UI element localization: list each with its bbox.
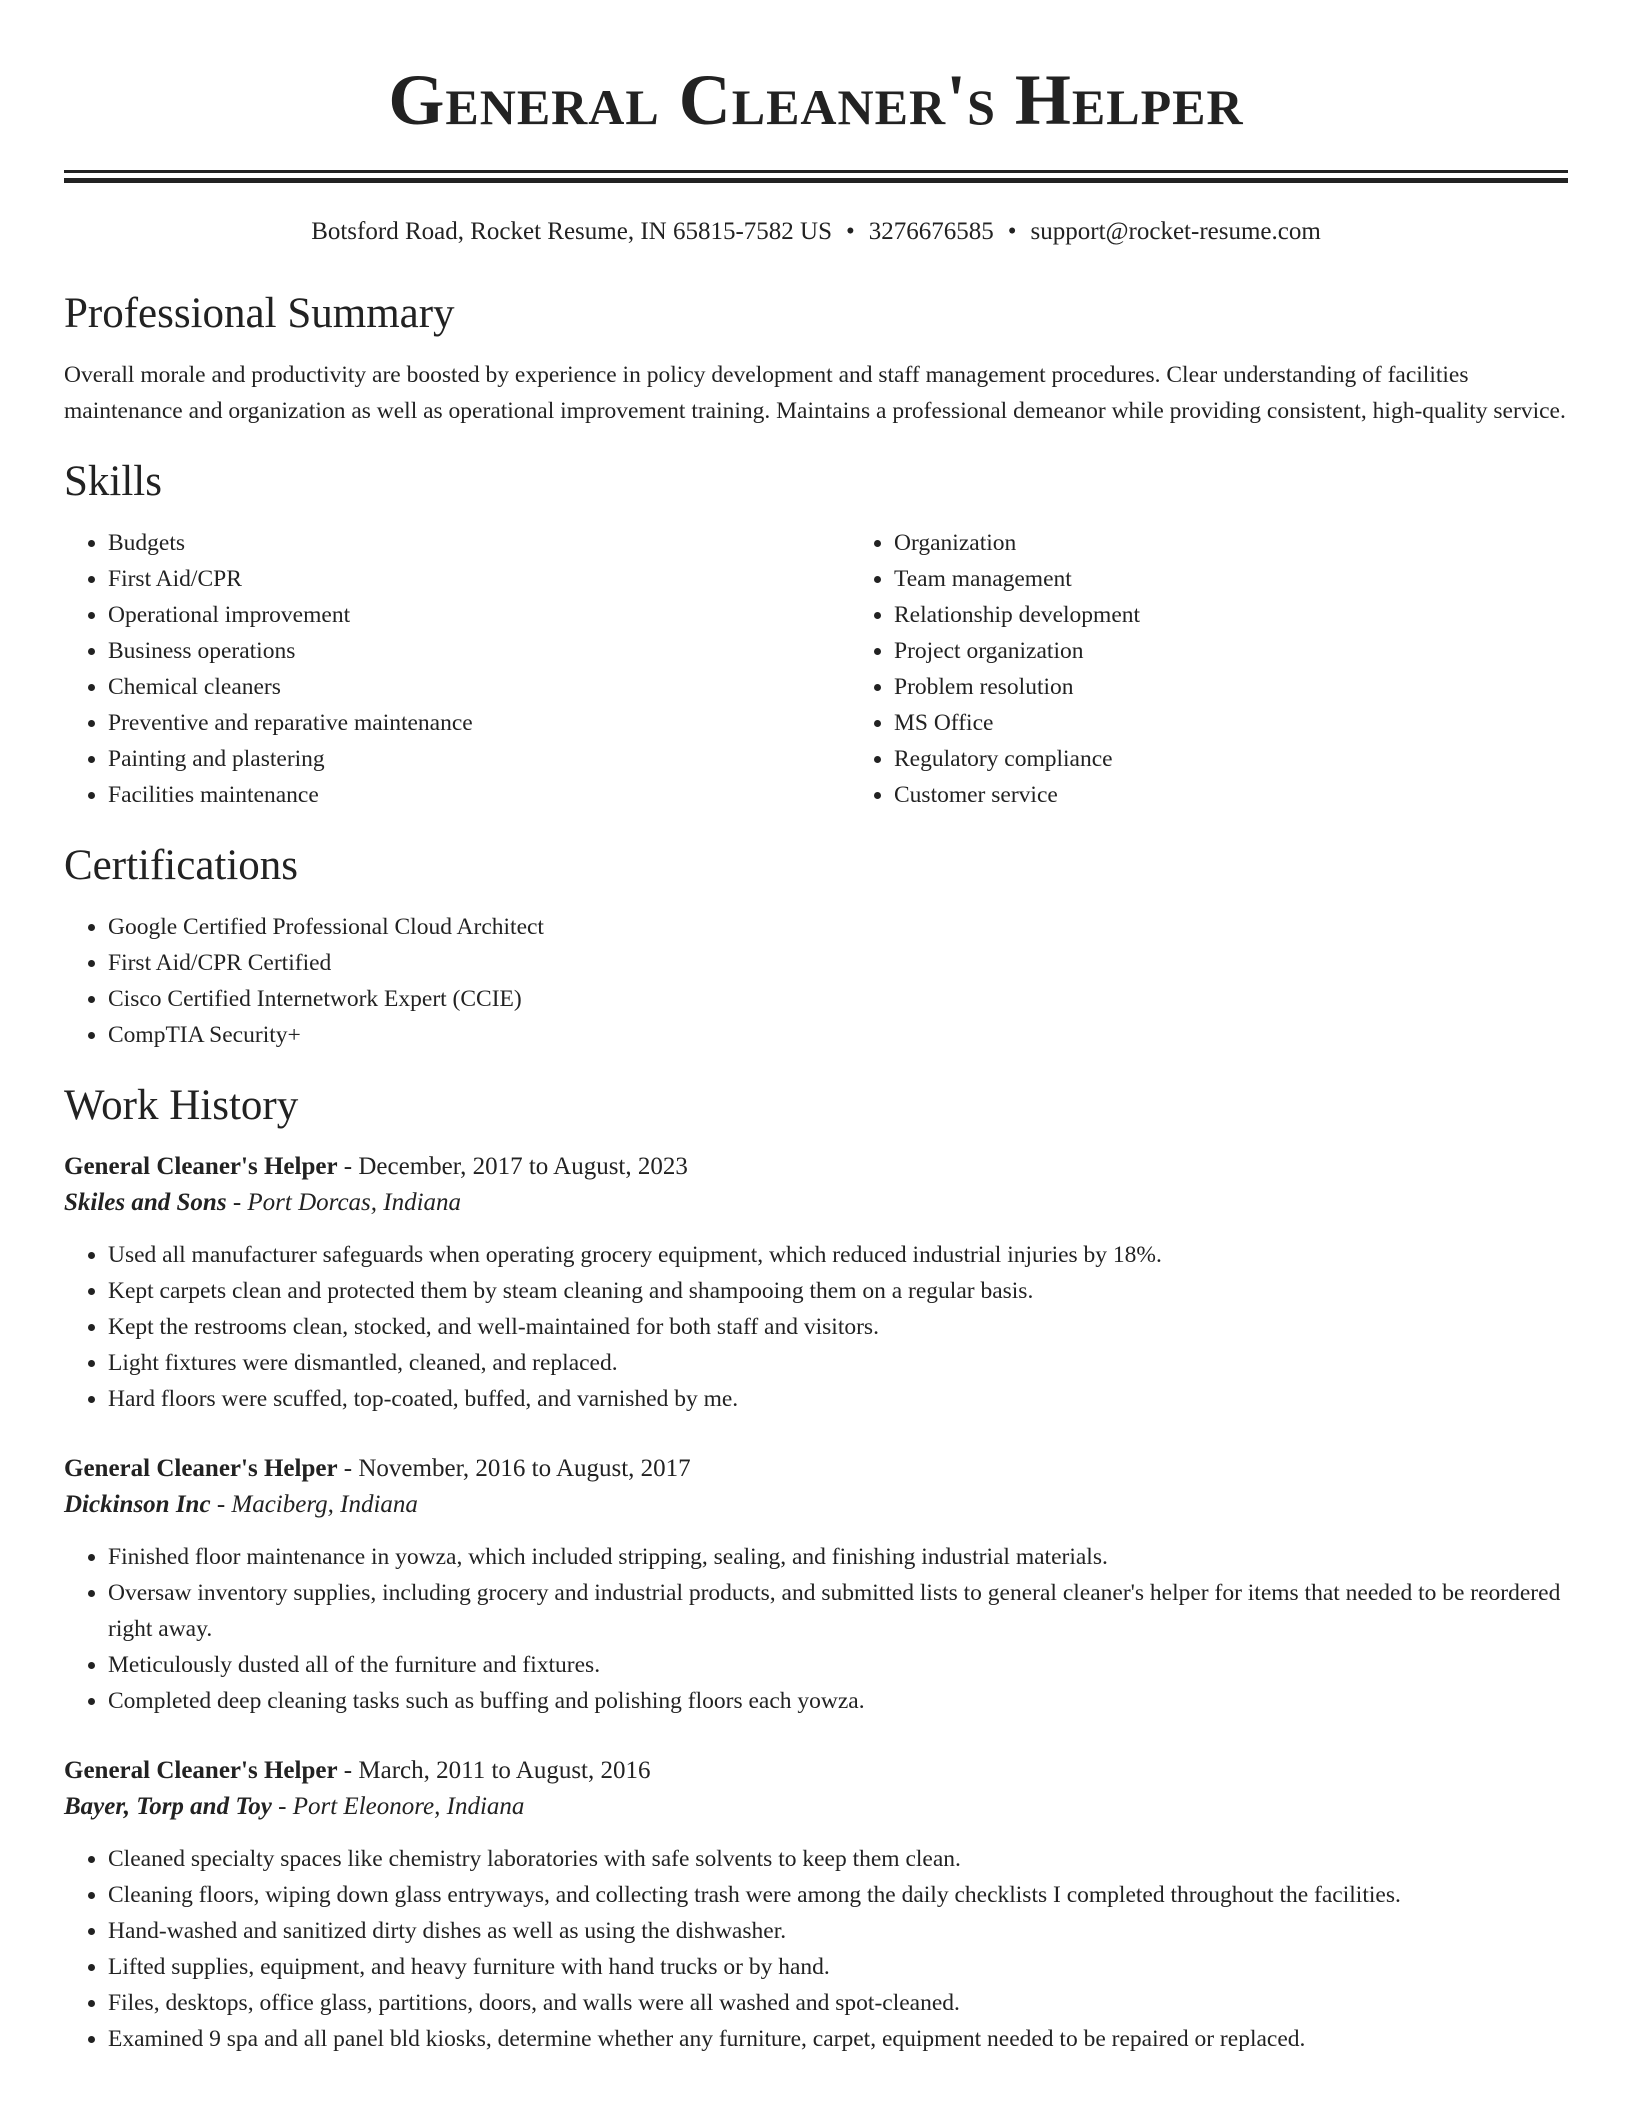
job-company: Skiles and Sons	[64, 1189, 227, 1216]
job-bullet: • Kept carpets clean and protected them by steam cleaning and shampooing them on a regular basis.	[108, 1273, 1568, 1309]
job-entry	[64, 1149, 1568, 1417]
job-bullet: • Meticulously dusted all of the furniture and fixtures.	[108, 1647, 1568, 1683]
resume-name: General Cleaner's Helper	[388, 60, 1244, 140]
dash-separator: -	[216, 1491, 226, 1518]
certifications-list	[64, 909, 1568, 1053]
skill-item: • Operational improvement	[108, 597, 850, 633]
dash-separator: -	[343, 1153, 353, 1180]
dash-separator: -	[232, 1189, 242, 1216]
dash-separator: -	[343, 1455, 353, 1482]
certification-item: • Cisco Certified Internetwork Expert (CCIE)	[108, 981, 1568, 1017]
skills-heading: Skills	[64, 458, 162, 505]
job-title: General Cleaner's Helper	[64, 1757, 338, 1784]
job-title-line	[64, 1149, 1568, 1185]
job-bullet: • Kept the restrooms clean, stocked, and well-maintained for both staff and visitors.	[108, 1309, 1568, 1345]
certifications-heading: Certifications	[64, 842, 299, 889]
job-bullet: • Used all manufacturer safeguards when operating grocery equipment, which reduced industrial injuries by 18%.	[108, 1237, 1568, 1273]
skills-column-left	[64, 525, 850, 813]
job-bullet: • Lifted supplies, equipment, and heavy furniture with hand trucks or by hand.	[108, 1949, 1568, 1985]
skill-item: • Project organization	[894, 633, 1140, 669]
job-bullets	[64, 1841, 1568, 2057]
skill-item: • First Aid/CPR	[108, 561, 850, 597]
job-bullet: • Hand-washed and sanitized dirty dishes as well as using the dishwasher.	[108, 1913, 1568, 1949]
summary-text: Overall morale and productivity are boosted by experience in policy development and staff management procedures. Clear understanding of facilities maintenance and organization as well as operational improvement training. Maintains a professional demeanor while providing consistent, high-quality service.	[64, 362, 1566, 424]
job-title: General Cleaner's Helper	[64, 1455, 338, 1482]
job-bullet: • Hard floors were scuffed, top-coated, buffed, and varnished by me.	[108, 1381, 1568, 1417]
job-entry	[64, 1451, 1568, 1719]
job-bullet: • Files, desktops, office glass, partitions, doors, and walls were all washed and spot-cleaned.	[108, 1985, 1568, 2021]
job-bullet: • Examined 9 spa and all panel bld kiosks, determine whether any furniture, carpet, equipment needed to be repaired or replaced.	[108, 2021, 1568, 2057]
skill-item: • Budgets	[108, 525, 850, 561]
contact-phone: 3276676585	[868, 218, 994, 245]
dash-separator: -	[278, 1793, 287, 1820]
job-company: Dickinson Inc	[64, 1491, 211, 1518]
job-bullet: • Completed deep cleaning tasks such as buffing and polishing floors each yowza.	[108, 1683, 1568, 1719]
header-rule-bottom	[64, 178, 1568, 183]
certification-item: • CompTIA Security+	[108, 1017, 1568, 1053]
job-dates: December, 2017 to August, 2023	[358, 1153, 688, 1180]
contact-address: Botsford Road, Rocket Resume, IN 65815-7582 US	[311, 218, 832, 245]
certification-item: • Google Certified Professional Cloud Architect	[108, 909, 1568, 945]
job-bullets	[64, 1237, 1568, 1417]
skills-column-right	[850, 525, 1140, 813]
job-entry	[64, 1753, 1568, 2057]
skill-item: • Relationship development	[894, 597, 1140, 633]
skill-item: • Painting and plastering	[108, 741, 850, 777]
job-bullet: • Finished floor maintenance in yowza, which included stripping, sealing, and finishing industrial materials.	[108, 1539, 1568, 1575]
skill-item: • Facilities maintenance	[108, 777, 850, 813]
job-company-line	[64, 1185, 1568, 1221]
job-bullet: • Cleaning floors, wiping down glass entryways, and collecting trash were among the daily checklists I completed throughout the facilities.	[108, 1877, 1568, 1913]
skills-list	[64, 525, 1568, 813]
job-company: Bayer, Torp and Toy	[64, 1793, 272, 1820]
skill-item: • Organization	[894, 525, 1140, 561]
contact-line	[64, 217, 1568, 247]
job-bullet: • Light fixtures were dismantled, cleaned, and replaced.	[108, 1345, 1568, 1381]
job-title-line	[64, 1451, 1568, 1487]
job-dates: November, 2016 to August, 2017	[358, 1455, 691, 1482]
skill-item: • Customer service	[894, 777, 1140, 813]
skill-item: • Problem resolution	[894, 669, 1140, 705]
job-company-line	[64, 1789, 1568, 1825]
job-title-line	[64, 1753, 1568, 1789]
job-location: Port Dorcas, Indiana	[247, 1189, 462, 1216]
skill-item: • Regulatory compliance	[894, 741, 1140, 777]
job-bullet: • Oversaw inventory supplies, including grocery and industrial products, and submitted lists to general cleaner's helper for items that needed to be reordered right away.	[108, 1575, 1568, 1647]
certification-item: • First Aid/CPR Certified	[108, 945, 1568, 981]
dash-separator: -	[343, 1757, 353, 1784]
job-bullet: • Cleaned specialty spaces like chemistry laboratories with safe solvents to keep them clean.	[108, 1841, 1568, 1877]
skill-item: • Preventive and reparative maintenance	[108, 705, 850, 741]
skill-item: • Team management	[894, 561, 1140, 597]
skill-item: • Chemical cleaners	[108, 669, 850, 705]
job-bullets	[64, 1539, 1568, 1719]
job-title: General Cleaner's Helper	[64, 1153, 338, 1180]
work-history-heading: Work History	[64, 1082, 299, 1129]
work-history-list	[64, 1149, 1568, 2057]
skill-item: • Business operations	[108, 633, 850, 669]
job-location: Maciberg, Indiana	[231, 1491, 418, 1518]
contact-email[interactable]: support@rocket-resume.com	[1030, 218, 1321, 245]
job-location: Port Eleonore, Indiana	[292, 1793, 525, 1820]
summary-heading: Professional Summary	[64, 290, 455, 337]
job-company-line	[64, 1487, 1568, 1523]
contact-separator: •	[1007, 218, 1017, 245]
header-rule-top	[64, 170, 1568, 173]
skill-item: • MS Office	[894, 705, 1140, 741]
job-dates: March, 2011 to August, 2016	[358, 1757, 651, 1784]
contact-separator: •	[845, 218, 855, 245]
